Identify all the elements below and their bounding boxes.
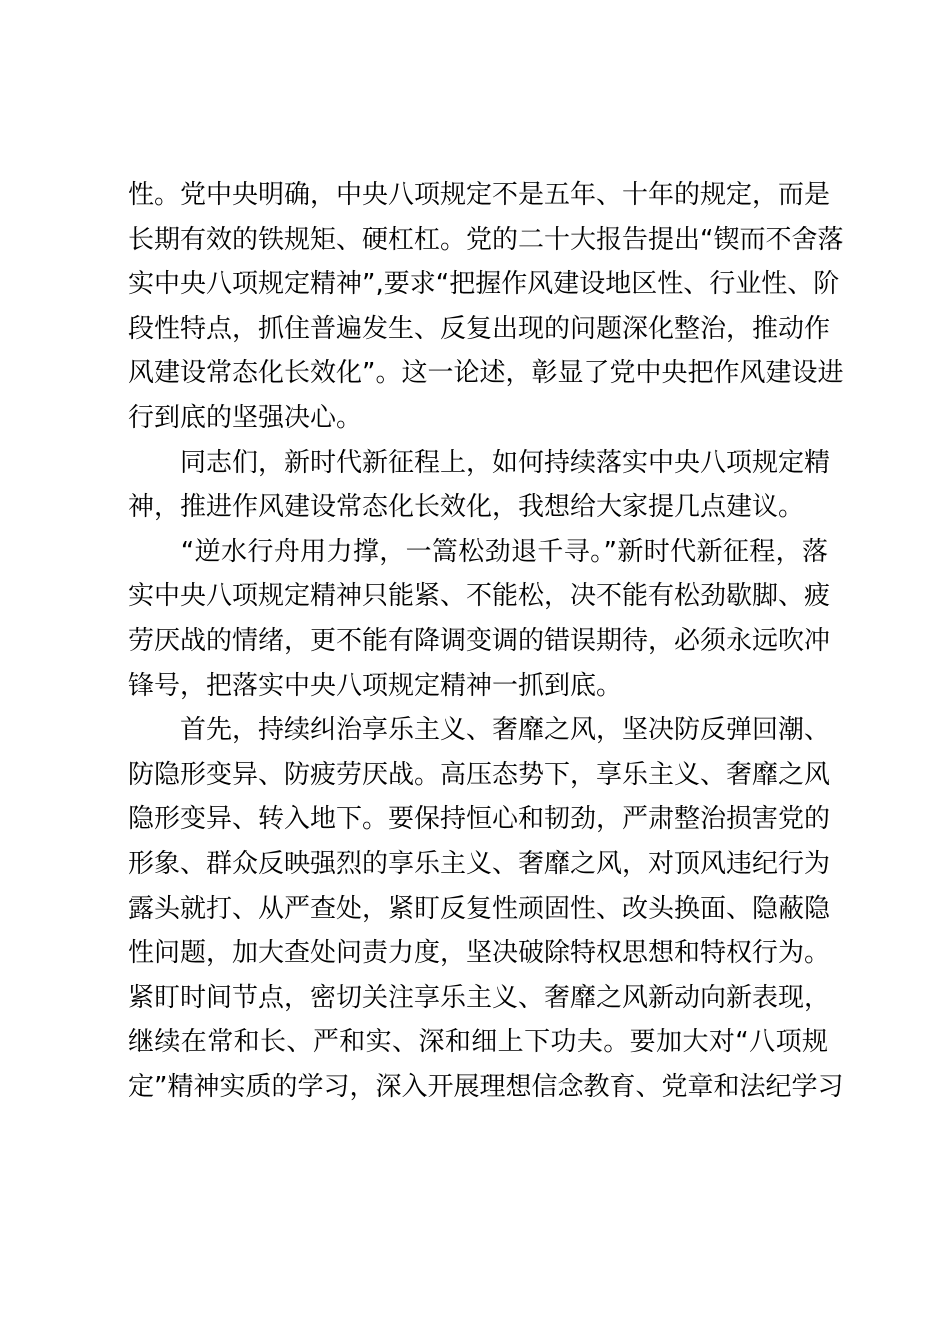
text-line: “逆水行舟用力撑，一篙松劲退千寻。”新时代新征程，落 bbox=[128, 536, 828, 567]
text-line: 防隐形变异、防疲劳厌战。高压态势下，享乐主义、奢靡之风 bbox=[128, 759, 831, 790]
text-line: 隐形变异、转入地下。要保持恒心和韧劲，严肃整治损害党的 bbox=[128, 804, 831, 835]
text-line: 段性特点，抓住普遍发生、反复出现的问题深化整治，推动作 bbox=[128, 313, 831, 344]
text-line: 锋号，把落实中央八项规定精神一抓到底。 bbox=[128, 670, 623, 701]
text-line: 性。党中央明确，中央八项规定不是五年、十年的规定，而是 bbox=[128, 180, 831, 210]
text-line: 紧盯时间节点，密切关注享乐主义、奢靡之风新动向新表现， bbox=[128, 982, 831, 1013]
text-line: 继续在常和长、严和实、深和细上下功夫。要加大对“八项规 bbox=[128, 1027, 828, 1058]
text-line: 实中央八项规定精神”,要求“把握作风建设地区性、行业性、阶 bbox=[128, 269, 840, 300]
text-line: 性问题，加大查处问责力度，坚决破除特权思想和特权行为。 bbox=[128, 938, 831, 969]
text-line: 首先，持续纠治享乐主义、奢靡之风，坚决防反弹回潮、 bbox=[128, 715, 831, 746]
text-line: 形象、群众反映强烈的享乐主义、奢靡之风，对顶风违纪行为 bbox=[128, 848, 831, 879]
text-line: 实中央八项规定精神只能紧、不能松，决不能有松劲歇脚、疲 bbox=[128, 581, 831, 612]
text-line: 长期有效的铁规矩、硬杠杠。党的二十大报告提出“锲而不舍落 bbox=[128, 224, 844, 255]
text-line: 行到底的坚强决心。 bbox=[128, 402, 363, 433]
text-line: 同志们，新时代新征程上，如何持续落实中央八项规定精 bbox=[128, 447, 831, 478]
text-line: 神，推进作风建设常态化长效化，我想给大家提几点建议。 bbox=[128, 492, 805, 523]
text-line: 劳厌战的情绪，更不能有降调变调的错误期待，必须永远吹冲 bbox=[128, 625, 831, 656]
text-line: 风建设常态化长效化”。这一论述，彰显了党中央把作风建设进 bbox=[128, 358, 844, 389]
text-line: 定”精神实质的学习，深入开展理想信念教育、党章和法纪学习 bbox=[128, 1071, 844, 1102]
document-body bbox=[128, 173, 844, 1109]
text-line: 露头就打、从严查处，紧盯反复性顽固性、改头换面、隐蔽隐 bbox=[128, 893, 831, 924]
